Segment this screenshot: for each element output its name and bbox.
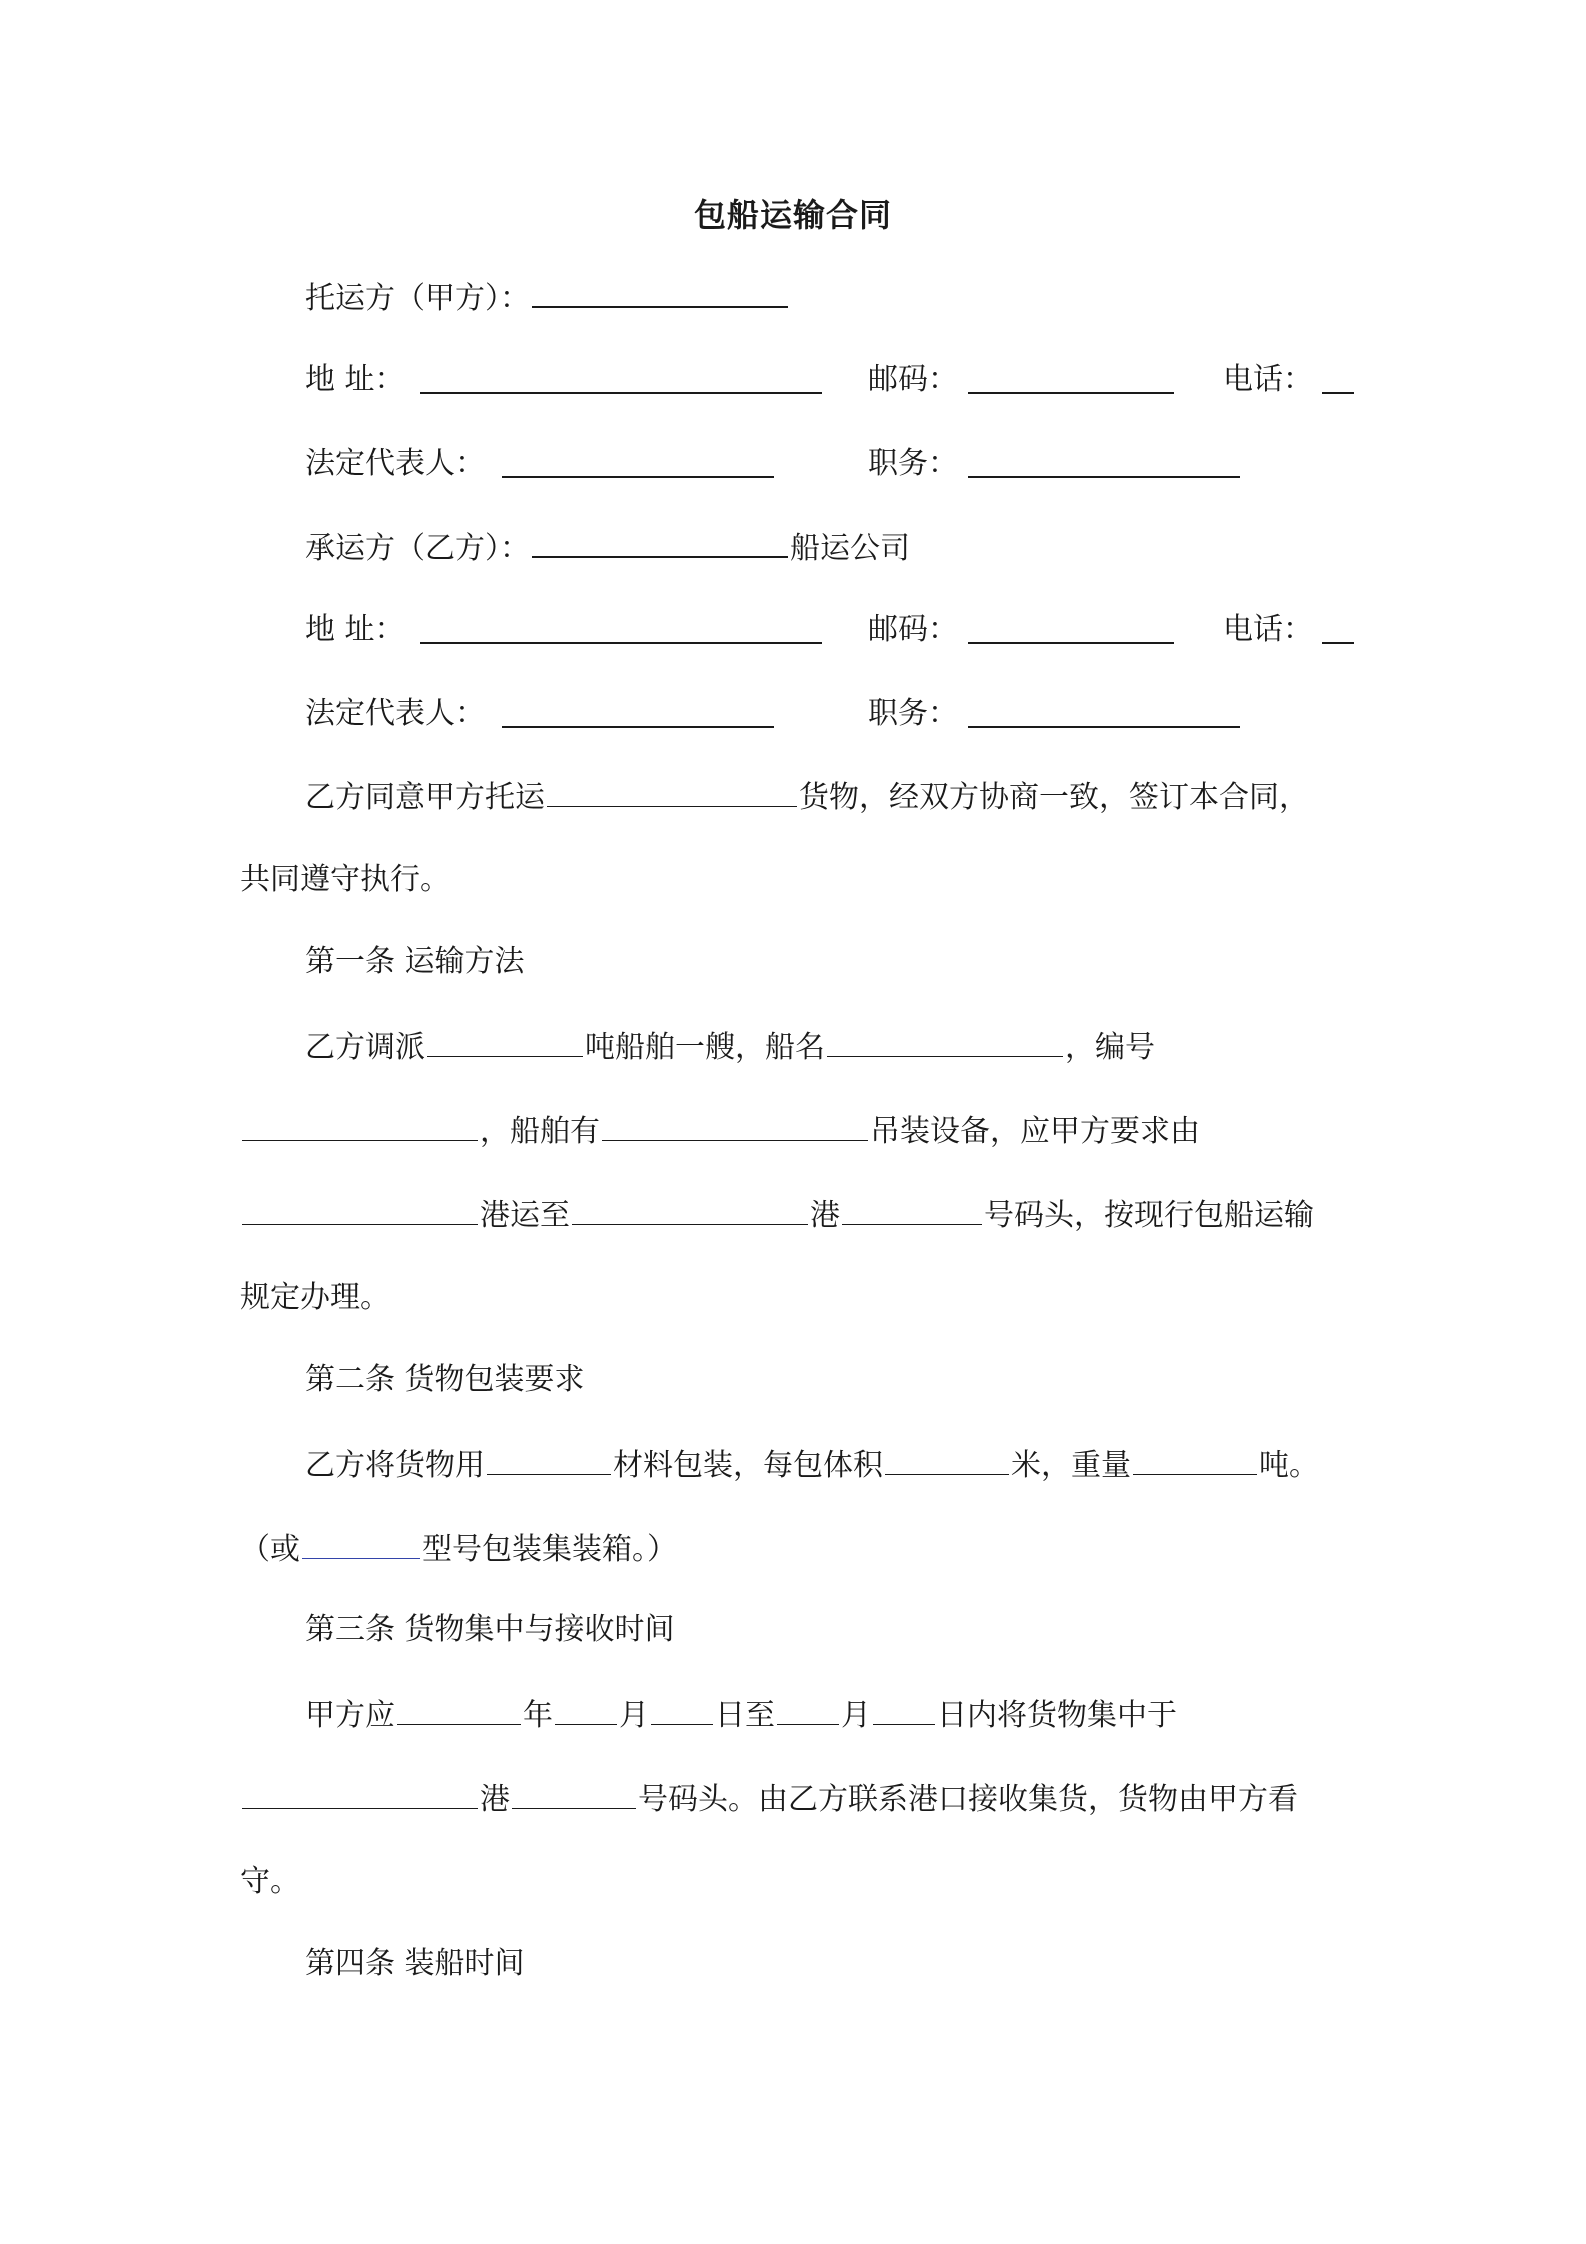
article-3-line-1: [305, 1694, 1177, 1734]
party-a-position-label: 职务：: [868, 446, 958, 481]
article-4-heading: 第四条 装船时间: [305, 1946, 525, 1981]
ship-name-blank: [827, 1026, 1063, 1057]
article-3-text: 月: [619, 1698, 649, 1733]
party-b-postcode-blank: [968, 612, 1174, 644]
article-2-text: 乙方将货物用: [305, 1448, 485, 1483]
article-1-text: 乙方调派: [305, 1030, 425, 1065]
party-a-phone-blank: [1322, 362, 1354, 394]
article-1-text: 吨船舶一艘，船名: [585, 1030, 825, 1065]
party-b-suffix: 船运公司: [790, 531, 910, 566]
ship-number-blank: [242, 1110, 478, 1141]
party-b-name-blank: [532, 526, 788, 558]
article-3-text: 甲方应: [305, 1698, 395, 1733]
party-b-label: 承运方（乙方）：: [305, 531, 530, 566]
origin-port-blank: [242, 1194, 478, 1225]
party-a-position-blank: [968, 446, 1240, 478]
article-1-heading: 第一条 运输方法: [305, 944, 525, 979]
party-a-postcode-blank: [968, 362, 1174, 394]
end-day-blank: [873, 1694, 935, 1725]
article-3-text: 月: [841, 1698, 871, 1733]
intro-text-2: 货物，经双方协商一致，签订本合同，: [799, 780, 1309, 815]
article-3-text: 港: [480, 1782, 510, 1817]
article-1-text: 港: [810, 1198, 840, 1233]
article-2-text: 吨。: [1259, 1448, 1319, 1483]
party-a-postcode-label: 邮码：: [868, 362, 958, 397]
party-b-address-blank: [420, 612, 822, 644]
party-a-rep-label: 法定代表人：: [305, 446, 485, 481]
cargo-blank: [547, 776, 797, 807]
year-blank: [397, 1694, 521, 1725]
party-a-address-blank: [420, 362, 822, 394]
packaging-material-blank: [487, 1444, 611, 1475]
article-2-heading: 第二条 货物包装要求: [305, 1362, 585, 1397]
tonnage-blank: [427, 1026, 583, 1057]
article-2-text: 材料包装，每包体积: [613, 1448, 883, 1483]
article-3-line-2: [240, 1778, 1298, 1818]
article-3-text: 日至: [715, 1698, 775, 1733]
container-model-blank: [302, 1528, 420, 1559]
article-2-line-1: [305, 1444, 1319, 1484]
article-3-line-3: 守。: [240, 1864, 300, 1899]
party-b-position-blank: [968, 696, 1240, 728]
page-title: 包船运输合同: [693, 196, 892, 234]
party-a-label: 托运方（甲方）：: [305, 281, 530, 316]
lifting-equipment-blank: [602, 1110, 868, 1141]
intro-line-2: 共同遵守执行。: [240, 862, 450, 897]
party-a-rep-blank: [502, 446, 774, 478]
article-3-text: 号码头。由乙方联系港口接收集货，货物由甲方看: [638, 1782, 1298, 1817]
package-weight-blank: [1133, 1444, 1257, 1475]
party-a-phone-label: 电话：: [1223, 362, 1313, 397]
collection-port-blank: [242, 1778, 478, 1809]
end-month-blank: [777, 1694, 839, 1725]
article-1-text: 号码头，按现行包船运输: [984, 1198, 1314, 1233]
destination-port-blank: [572, 1194, 808, 1225]
article-3-heading: 第三条 货物集中与接收时间: [305, 1612, 675, 1647]
party-b-line: [305, 526, 910, 566]
party-b-phone-label: 电话：: [1223, 612, 1313, 647]
party-a-line: [305, 276, 790, 316]
start-month-blank: [555, 1694, 617, 1725]
party-a-name-blank: [532, 276, 788, 308]
start-day-blank: [651, 1694, 713, 1725]
party-b-address-label: 地 址：: [305, 612, 405, 647]
article-1-text: ，船舶有: [480, 1114, 600, 1149]
party-b-rep-blank: [502, 696, 774, 728]
article-1-line-4: 规定办理。: [240, 1280, 390, 1315]
party-b-postcode-label: 邮码：: [868, 612, 958, 647]
article-1-line-2: [240, 1110, 1200, 1150]
package-volume-blank: [885, 1444, 1009, 1475]
party-b-rep-label: 法定代表人：: [305, 696, 485, 731]
collection-berth-blank: [512, 1778, 636, 1809]
intro-line-1: [305, 776, 1309, 816]
article-3-text: 年: [523, 1698, 553, 1733]
article-2-text: （或: [240, 1532, 300, 1567]
party-b-phone-blank: [1322, 612, 1354, 644]
article-1-line-1: [305, 1026, 1155, 1066]
berth-number-blank: [842, 1194, 982, 1225]
party-a-address-label: 地 址：: [305, 362, 405, 397]
article-1-text: 吊装设备，应甲方要求由: [870, 1114, 1200, 1149]
party-b-position-label: 职务：: [868, 696, 958, 731]
article-3-text: 日内将货物集中于: [937, 1698, 1177, 1733]
article-2-text: 米，重量: [1011, 1448, 1131, 1483]
article-2-text: 型号包装集装箱。）: [422, 1532, 677, 1567]
article-1-text: ，编号: [1065, 1030, 1155, 1065]
article-1-text: 港运至: [480, 1198, 570, 1233]
article-1-line-3: [240, 1194, 1314, 1234]
article-2-line-2: [240, 1528, 677, 1568]
intro-text-1: 乙方同意甲方托运: [305, 780, 545, 815]
